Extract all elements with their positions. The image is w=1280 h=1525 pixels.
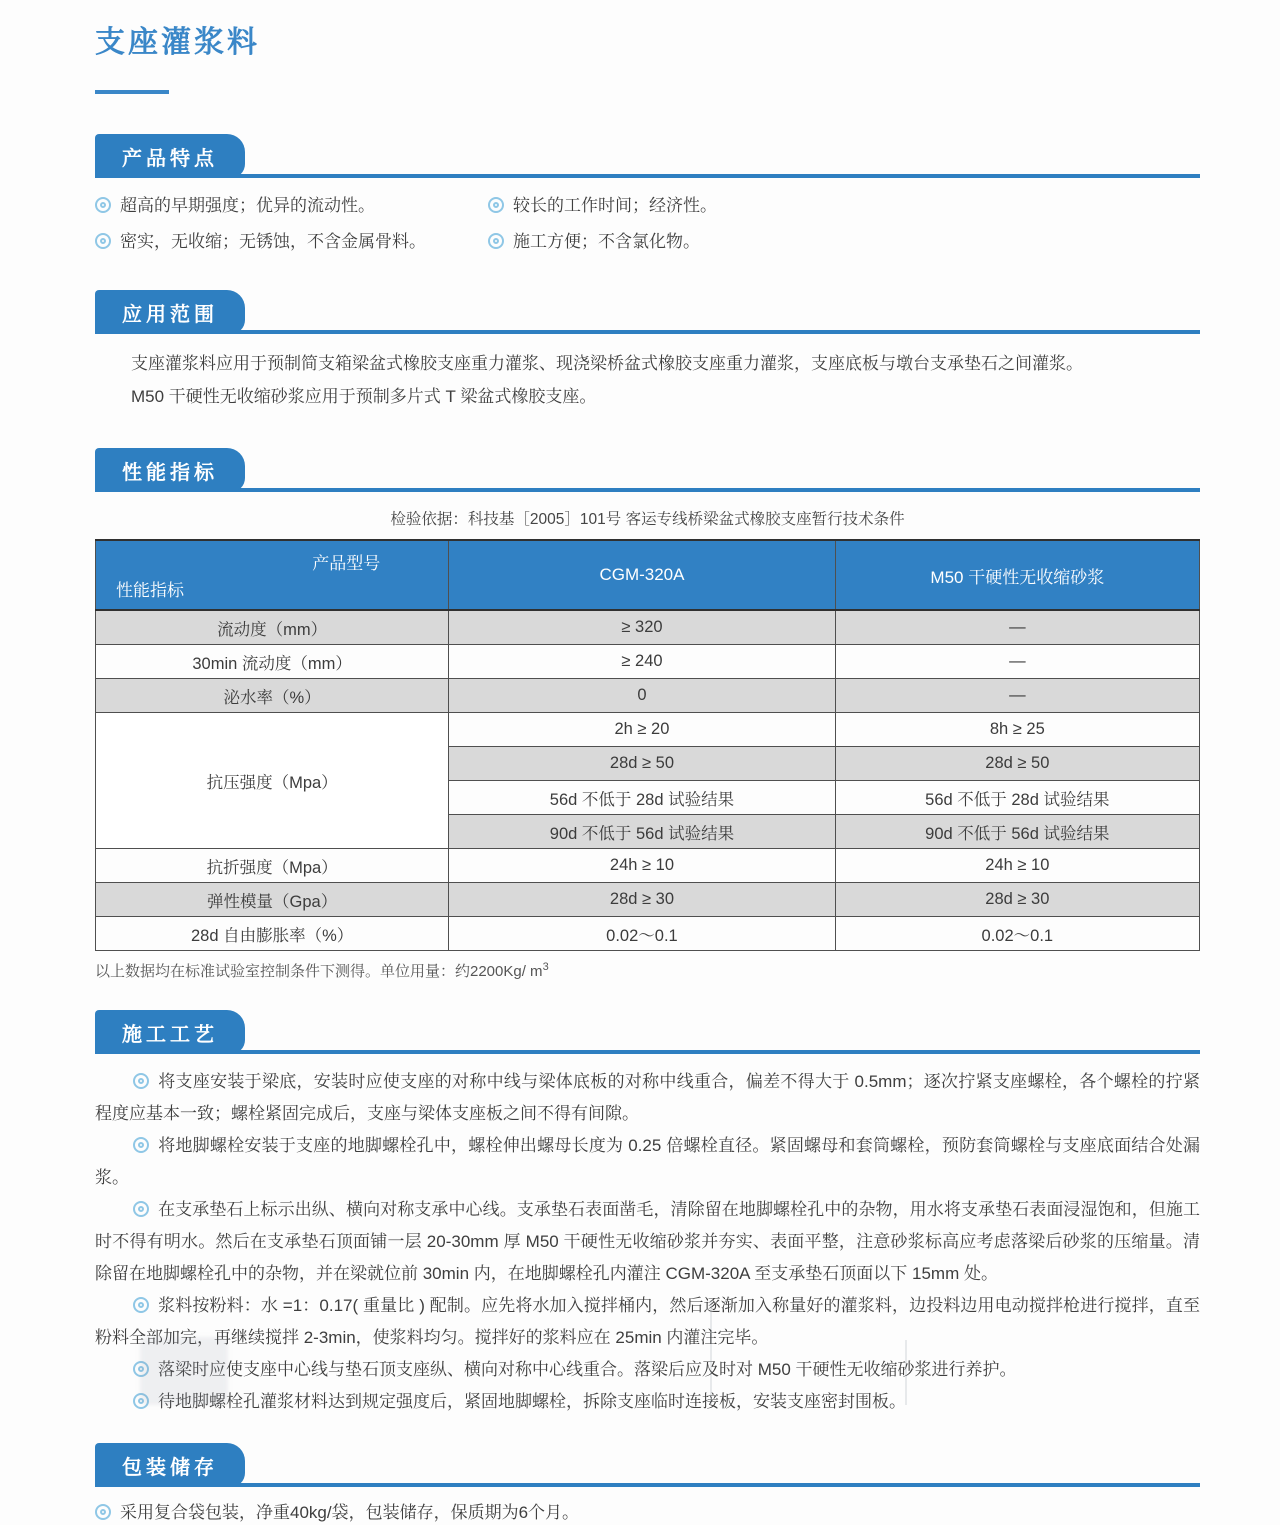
- inspection-basis: 检验依据：科技基［2005］101号 客运专线桥梁盆式橡胶支座暂行技术条件: [390, 511, 905, 528]
- packaging-badge: 包装储存: [95, 1443, 245, 1487]
- process-step-text: 将支座安装于梁底，安装时应使支座的对称中线与梁体底板的对称中线重合，偏差不得大于 0.5mm；逐次拧紧支座螺栓，各个螺栓的拧紧程度应基本一致；螺栓紧固完成后，支座与梁体支座板之间不得有间隙。: [95, 1072, 1200, 1123]
- feature-text: 超高的早期强度；优异的流动性。: [120, 196, 375, 215]
- table-cell: 0.02～0.1: [449, 917, 835, 951]
- process-step: [95, 1290, 1200, 1354]
- document-page: [95, 0, 1200, 1525]
- table-cell: 28d ≥ 50: [449, 747, 835, 781]
- feature-text: 施工方便；不含氯化物。: [513, 232, 700, 251]
- double-circle-bullet-icon: [133, 1361, 149, 1377]
- table-cell: —: [835, 645, 1199, 679]
- table-row: [96, 917, 1200, 951]
- table-row: [96, 883, 1200, 917]
- table-cell: —: [835, 610, 1199, 645]
- table-cell: 90d 不低于 56d 试验结果: [449, 815, 835, 849]
- double-circle-bullet-icon: [488, 233, 504, 249]
- double-circle-bullet-icon: [133, 1393, 149, 1409]
- table-cell: 90d 不低于 56d 试验结果: [835, 815, 1199, 849]
- table-cell: 24h ≥ 10: [449, 849, 835, 883]
- footnote-superscript: 3: [542, 961, 549, 973]
- section-header-performance: [95, 448, 1200, 492]
- double-circle-bullet-icon: [133, 1201, 149, 1217]
- table-cell: 28d ≥ 30: [835, 883, 1199, 917]
- row-label: 弹性模量（Gpa）: [96, 883, 449, 917]
- application-text: [95, 347, 1200, 413]
- process-step: [95, 1130, 1200, 1194]
- table-cell: 28d ≥ 50: [835, 747, 1199, 781]
- corner-label-indicator: 性能指标: [116, 581, 184, 600]
- application-paragraph: 支座灌浆料应用于预制简支箱梁盆式橡胶支座重力灌浆、现浇梁桥盆式橡胶支座重力灌浆，支座底板与墩台支承垫石之间灌浆。: [131, 354, 1083, 373]
- row-label: 抗折强度（Mpa）: [96, 849, 449, 883]
- section-header-process: [95, 1010, 1200, 1054]
- double-circle-bullet-icon: [95, 233, 111, 249]
- row-label: 30min 流动度（mm）: [96, 645, 449, 679]
- table-cell: 0.02～0.1: [835, 917, 1199, 951]
- table-cell: 56d 不低于 28d 试验结果: [835, 781, 1199, 815]
- process-step-text: 浆料按粉料：水 =1：0.17( 重量比 ) 配制。应先将水加入搅拌桶内，然后逐渐加入称量好的灌浆料，边投料边用电动搅拌枪进行搅拌，直至粉料全部加完，再继续搅拌 2-3min，使浆料均匀。搅拌好的浆料应在 25min 内灌注完毕。: [95, 1296, 1200, 1347]
- title-underline: [95, 90, 169, 94]
- process-step: [95, 1066, 1200, 1130]
- table-row: [96, 610, 1200, 645]
- table-row: [96, 645, 1200, 679]
- table-header-row: [96, 540, 1200, 610]
- feature-text: 较长的工作时间；经济性。: [513, 196, 717, 215]
- double-circle-bullet-icon: [133, 1073, 149, 1089]
- double-circle-bullet-icon: [488, 197, 504, 213]
- double-circle-bullet-icon: [95, 197, 111, 213]
- process-step-text: 落梁时应使支座中心线与垫石顶支座纵、横向对称中心线重合。落梁后应及时对 M50 干硬性无收缩砂浆进行养护。: [158, 1360, 1017, 1379]
- table-cell: 28d ≥ 30: [449, 883, 835, 917]
- table-cell: —: [835, 679, 1199, 713]
- section-header-application: [95, 290, 1200, 334]
- table-cell: 8h ≥ 25: [835, 713, 1199, 747]
- process-step-text: 在支承垫石上标示出纵、横向对称支承中心线。支承垫石表面凿毛，清除留在地脚螺栓孔中的杂物，用水将支承垫石表面浸湿饱和，但施工时不得有明水。然后在支承垫石顶面铺一层 20-30mm 厚 M50 干硬性无收缩砂浆并夯实、表面平整，注意砂浆标高应考虑落梁后砂浆的压缩量。清除留在地脚螺栓孔中的杂物，并在梁就位前 30min 内，在地脚螺栓孔内灌注 CGM-320A 至支承垫石顶面以下 15mm 处。: [95, 1200, 1200, 1283]
- table-cell: 0: [449, 679, 835, 713]
- feature-item: [488, 195, 1200, 217]
- process-step: [95, 1194, 1200, 1290]
- feature-item: [488, 231, 1200, 253]
- diagonal-corner-cell: [96, 540, 449, 610]
- application-paragraph: M50 干硬性无收缩砂浆应用于预制多片式 T 梁盆式橡胶支座。: [131, 387, 597, 406]
- row-label: 流动度（mm）: [96, 610, 449, 645]
- section-header-packaging: [95, 1443, 1200, 1487]
- table-cell: 2h ≥ 20: [449, 713, 835, 747]
- page-title: 支座灌浆料: [95, 26, 260, 59]
- table-cell: ≥ 240: [449, 645, 835, 679]
- performance-badge: 性能指标: [95, 448, 245, 492]
- table-cell: ≥ 320: [449, 610, 835, 645]
- row-label: 泌水率（%）: [96, 679, 449, 713]
- section-header-features: [95, 134, 1200, 178]
- column-header-m50: M50 干硬性无收缩砂浆: [835, 540, 1199, 610]
- feature-text: 密实，无收缩；无锈蚀，不含金属骨料。: [120, 232, 426, 251]
- table-cell: 24h ≥ 10: [835, 849, 1199, 883]
- application-badge: 应用范围: [95, 290, 245, 334]
- features-list: [95, 195, 1200, 253]
- table-row: [96, 849, 1200, 883]
- table-row: [96, 679, 1200, 713]
- table-row: [96, 713, 1200, 747]
- double-circle-bullet-icon: [133, 1297, 149, 1313]
- process-step-text: 待地脚螺栓孔灌浆材料达到规定强度后，紧固地脚螺栓，拆除支座临时连接板，安装支座密封围板。: [158, 1392, 906, 1411]
- packaging-text: 采用复合袋包装，净重40kg/袋，包装储存，保质期为6个月。: [120, 1503, 580, 1522]
- process-step: [95, 1354, 1200, 1386]
- table-footnote: [95, 960, 1200, 981]
- table-cell: 56d 不低于 28d 试验结果: [449, 781, 835, 815]
- footnote-text: 以上数据均在标准试验室控制条件下测得。单位用量：约2200Kg/ m: [95, 963, 543, 980]
- double-circle-bullet-icon: [95, 1504, 111, 1520]
- process-list: [95, 1066, 1200, 1418]
- double-circle-bullet-icon: [133, 1137, 149, 1153]
- row-label: 28d 自由膨胀率（%）: [96, 917, 449, 951]
- features-badge: 产品特点: [95, 134, 245, 178]
- process-step-text: 将地脚螺栓安装于支座的地脚螺栓孔中，螺栓伸出螺母长度为 0.25 倍螺栓直径。紧固螺母和套筒螺栓，预防套筒螺栓与支座底面结合处漏浆。: [95, 1136, 1200, 1187]
- packaging-item: [95, 1501, 1200, 1525]
- corner-label-product-model: 产品型号: [312, 554, 381, 573]
- column-header-cgm: CGM-320A: [449, 540, 835, 610]
- feature-item: [95, 231, 488, 253]
- row-label-compressive-strength: 抗压强度（Mpa）: [96, 713, 449, 849]
- performance-table: [95, 539, 1200, 951]
- process-badge: 施工工艺: [95, 1010, 245, 1054]
- process-step: [95, 1386, 1200, 1418]
- feature-item: [95, 195, 488, 217]
